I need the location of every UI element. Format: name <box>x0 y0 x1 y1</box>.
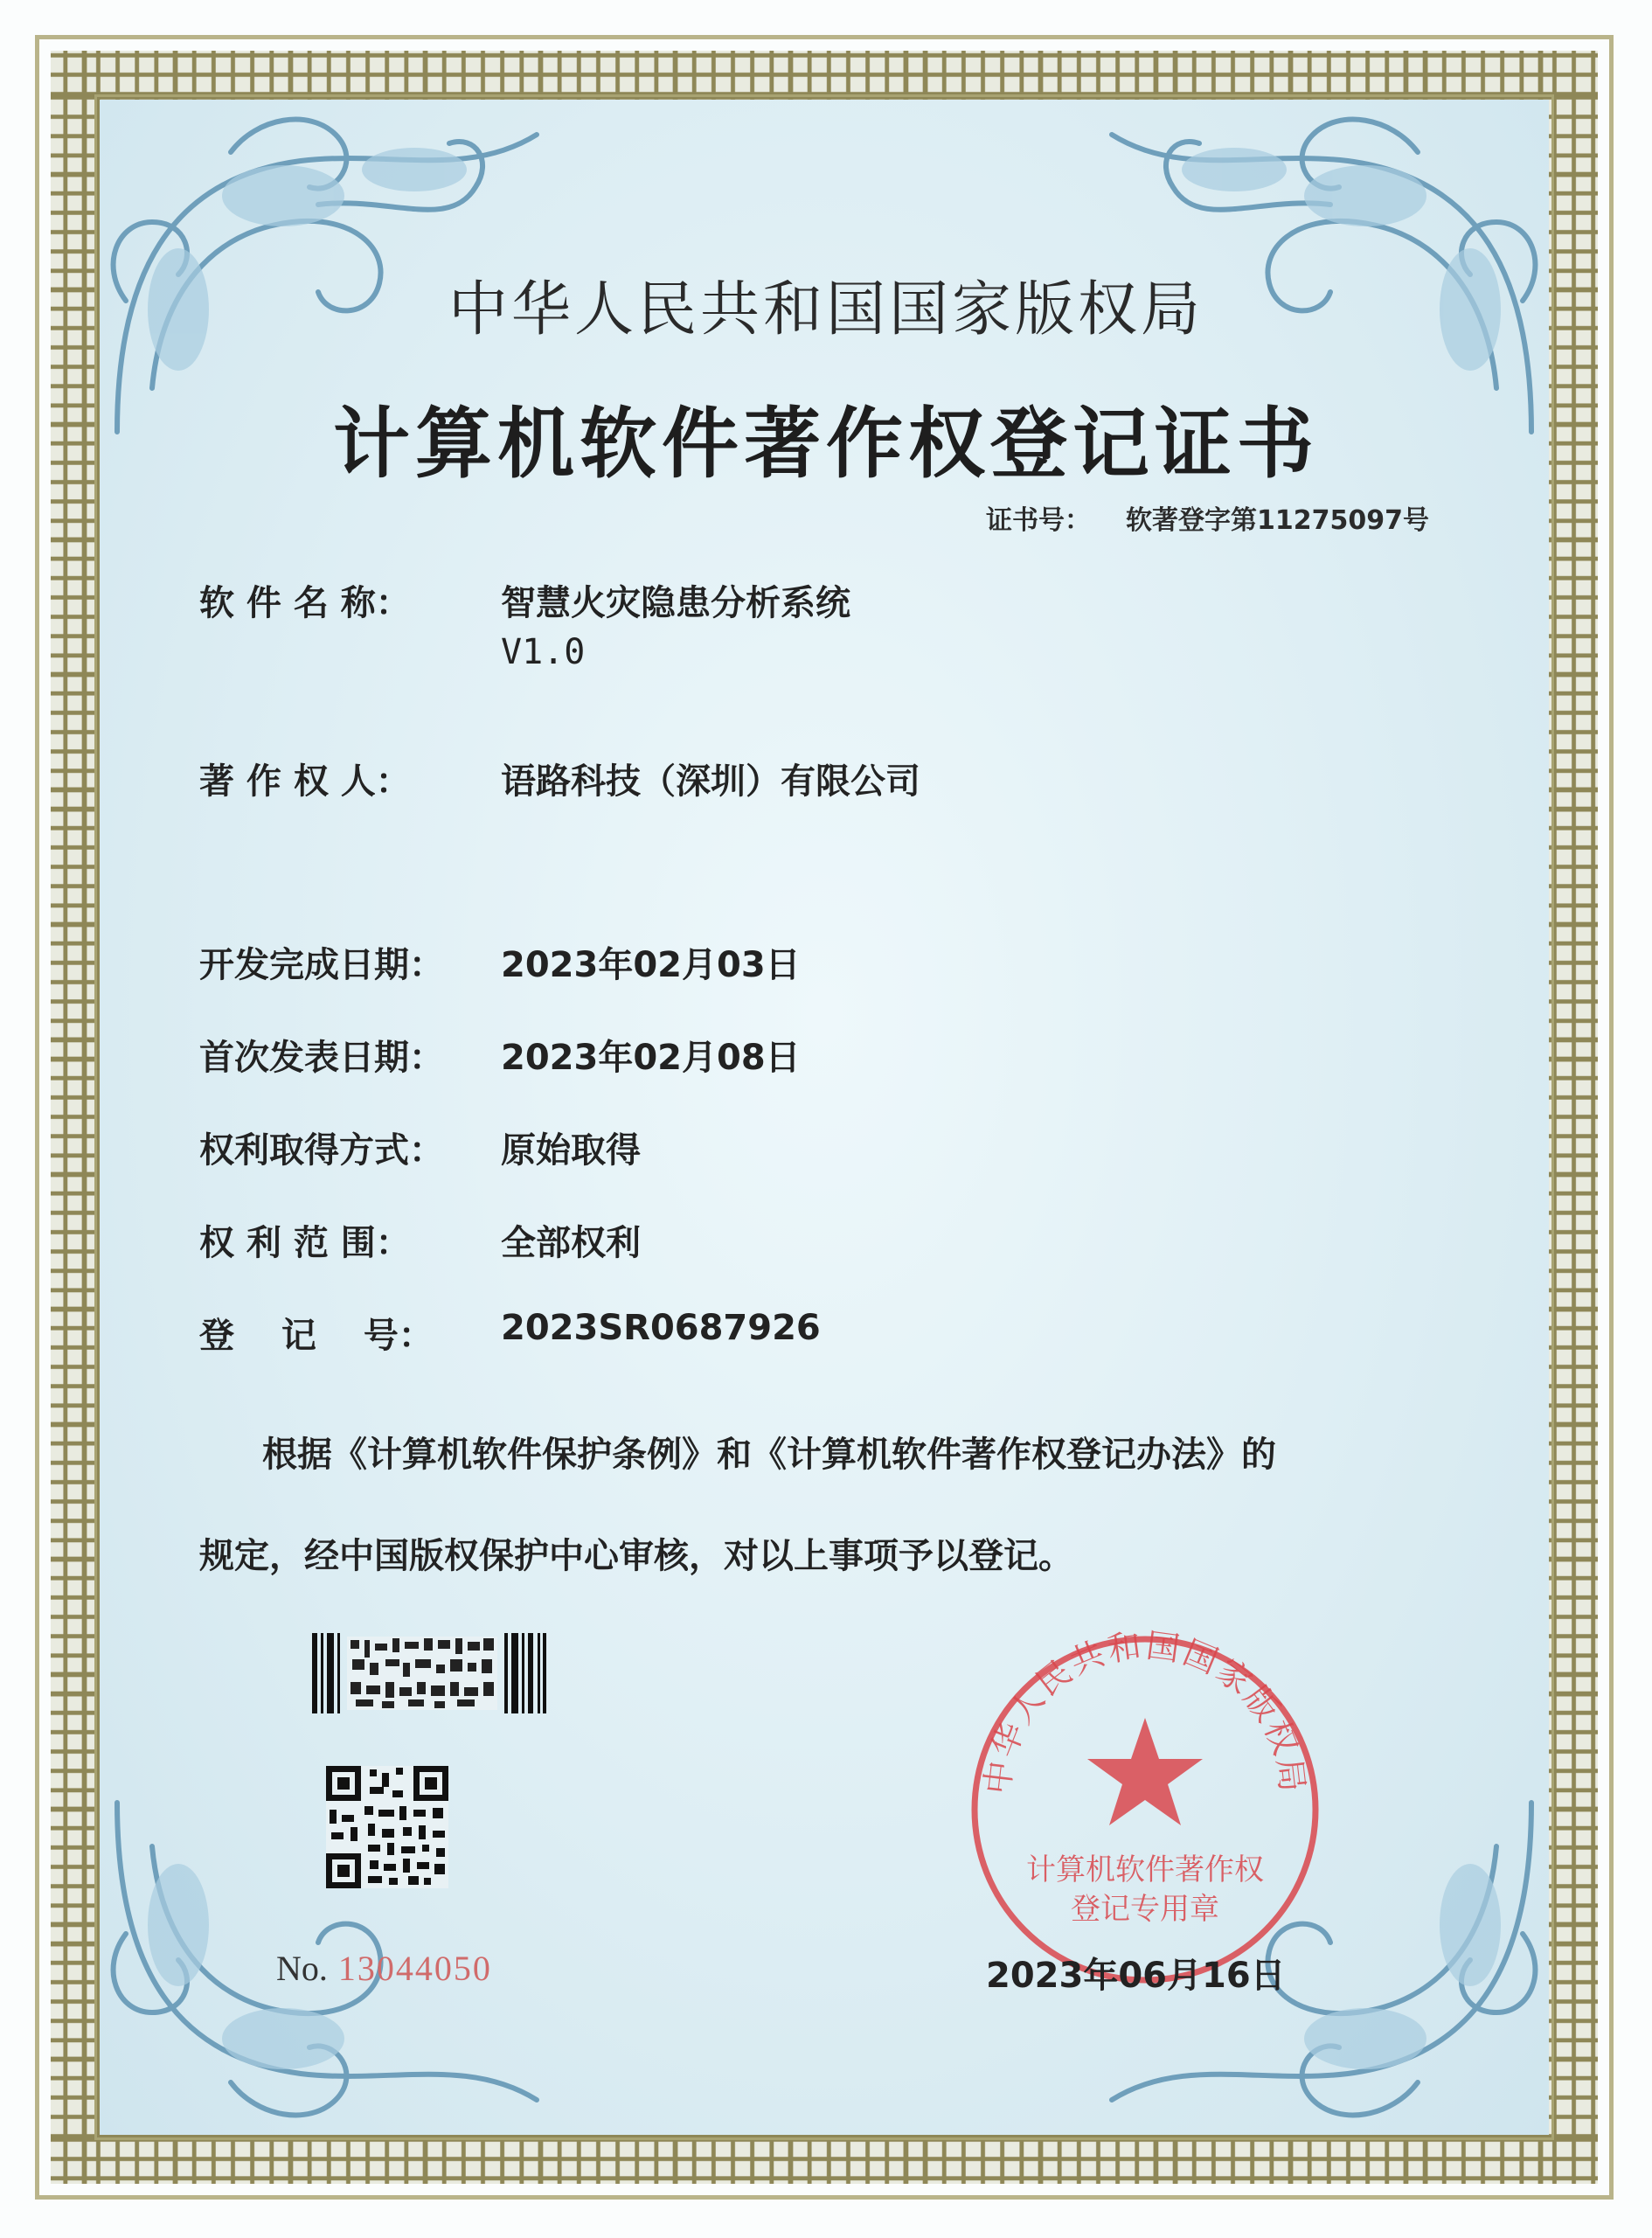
seal-ring-text: 中华人民共和国国家版权局 <box>977 1626 1313 1797</box>
acquire-label: 权利取得方式： <box>199 1130 444 1171</box>
acquire-value: 原始取得 <box>501 1130 641 1171</box>
statement-line-2: 规定，经中国版权保护中心审核，对以上事项予以登记。 <box>199 1536 1073 1576</box>
software-name-label: 软 件 名 称： <box>199 583 411 623</box>
pub-date-value: 2023年02月08日 <box>501 1038 801 1078</box>
reg-no-value: 2023SR0687926 <box>501 1308 821 1348</box>
statement-line-1: 根据《计算机软件保护条例》和《计算机软件著作权登记办法》的 <box>262 1435 1276 1475</box>
dev-date-label: 开发完成日期： <box>199 945 444 985</box>
software-name-value <box>501 579 850 677</box>
owner-value: 语路科技（深圳）有限公司 <box>501 761 920 802</box>
barcode <box>312 1633 546 1713</box>
issuing-authority: 中华人民共和国国家版权局 <box>448 275 1204 344</box>
seal-line-2: 登记专用章 <box>1071 1892 1219 1927</box>
pub-date-row <box>199 1030 801 1080</box>
reg-no-row <box>199 1308 821 1358</box>
qr-code <box>326 1766 448 1888</box>
serial-value: 13044050 <box>337 1949 492 1988</box>
seal-star-icon <box>1087 1718 1203 1825</box>
scope-row <box>199 1215 641 1265</box>
certificate-title: 计算机软件著作权登记证书 <box>332 399 1319 489</box>
official-seal <box>961 1626 1329 1993</box>
software-name-row <box>199 579 850 672</box>
dev-date-row <box>199 937 801 987</box>
certificate-number <box>986 498 1429 537</box>
serial-prefix: No. <box>276 1949 328 1988</box>
scope-label: 权 利 范 围： <box>199 1223 411 1263</box>
certificate-number-value: 软著登字第11275097号 <box>1126 505 1429 536</box>
reg-no-label: 登 记 号： <box>199 1316 434 1356</box>
owner-label: 著 作 权 人： <box>199 761 411 802</box>
seal-line-1: 计算机软件著作权 <box>1026 1852 1264 1887</box>
acquire-row <box>199 1122 641 1172</box>
issue-date: 2023年06月16日 <box>986 1956 1286 1996</box>
owner-row <box>199 754 920 803</box>
pub-date-label: 首次发表日期： <box>199 1038 444 1078</box>
serial-number <box>276 1948 492 1989</box>
scope-value: 全部权利 <box>501 1223 641 1263</box>
certificate-number-label: 证书号： <box>986 505 1091 536</box>
software-name: 智慧火灾隐患分析系统 <box>501 583 850 623</box>
dev-date-value: 2023年02月03日 <box>501 945 801 985</box>
software-version: V1.0 <box>501 632 586 672</box>
